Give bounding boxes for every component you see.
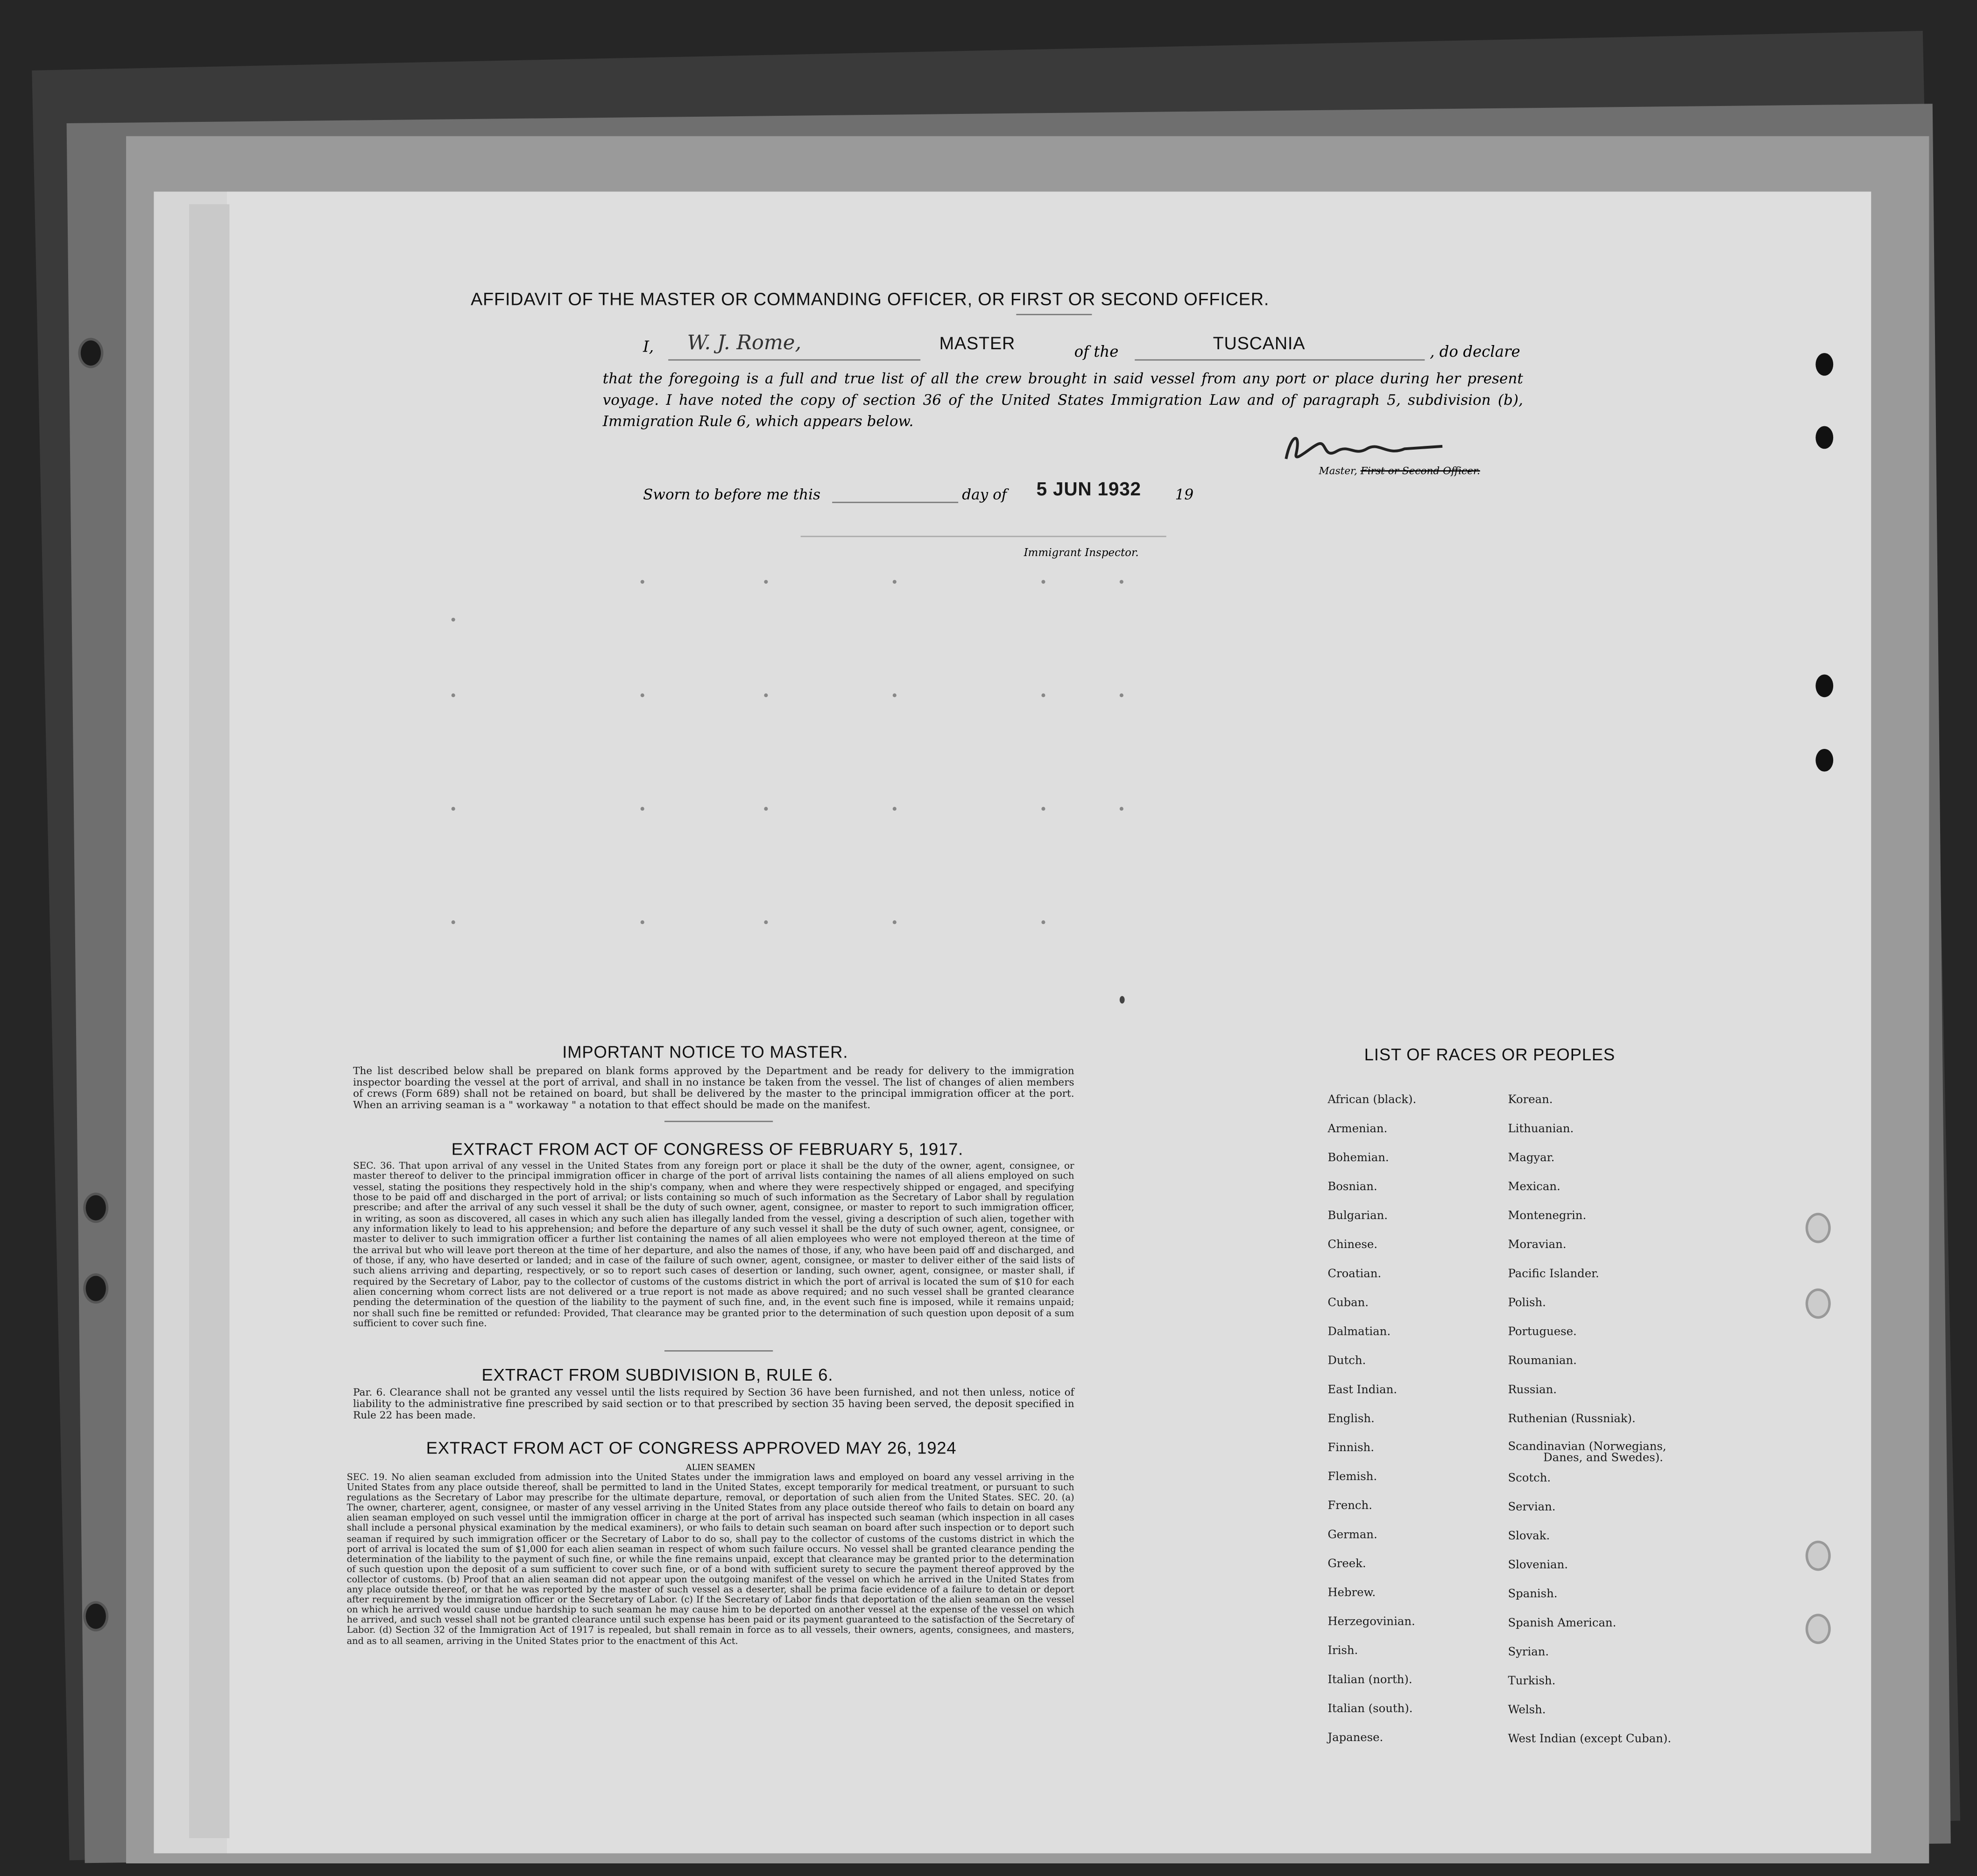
race-item: Finnish. xyxy=(1327,1442,1374,1455)
grid-dot xyxy=(893,920,897,924)
punch-hole xyxy=(83,1601,108,1631)
punch-hole xyxy=(83,1273,108,1304)
race-item: Armenian. xyxy=(1327,1123,1388,1136)
extract-1924-text: SEC. 19. No alien seaman excluded from admission into the United States under the immigration laws and employed on board any vessel arriving in the United States from any place outside thereof, shall be permitted to land in the United States, except temporarily for medical treatment, or pursuant to such regulations as the Secretary of Labor may prescribe for the ultimate departure, removal, or deportation of such alien from the United States. SEC. 20. (a) The owner, charterer, agent, consignee, or master of any vessel arriving in the United States from any place outside thereof who fails to detain on board any alien seaman employed on such vessel until the immigration officer in charge at the port of arrival has inspected such seaman (which inspection in all cases shall include a personal physical examination by the medical examiners), or who fails to detain such seaman on board after such inspection or to deport such seaman if required by such immigration officer or the Secretary of Labor to do so, shall pay to the collector of customs of the customs district in which the port of arrival is located the sum of $1,000 for each alien seaman in respect of whom such failure occurs. No vessel shall be granted clearance pending the determination of the liability to the payment of such fine, or while the fine remains unpaid, except that clearance may be granted prior to the determination of such question upon the deposit of a sum sufficient to cover such fine, or of a bond with sufficient surety to secure the payment thereof approved by the collector of customs. (b) Proof that an alien seaman did not appear upon the outgoing manifest of the vessel on which he arrived in the United States from any place outside thereof, or that he was reported by the master of such vessel as a deserter, shall be prima facie evidence of a failure to detain or deport after requirement by the immigration officer or the Secretary of Labor. (c) If the Secretary of Labor finds that deportation of the alien seaman on the vessel on which he arrived would cause undue hardship to such seaman he may cause him to be deported on another vessel at the expense of the vessel on which he arrived, and such vessel shall not be granted clearance until such expense has been paid or its payment guaranteed to the satisfaction of the Secretary of Labor. (d) Section 32 of the Immigration Act of 1917 is repealed, but shall remain in force as to all vessels, their owners, agents, consignees, and masters, and as to all seamen, arriving in the United States prior to the enactment of this Act. xyxy=(346,1471,1074,1646)
notice-title: IMPORTANT NOTICE TO MASTER. xyxy=(562,1043,848,1062)
date-stamp: 5 JUN 1932 xyxy=(1036,479,1141,501)
day-of-label: day of xyxy=(962,485,1007,503)
race-item: French. xyxy=(1327,1500,1372,1513)
grid-dot xyxy=(1120,996,1125,1003)
punch-hole xyxy=(1815,353,1833,376)
race-item: East Indian. xyxy=(1327,1384,1398,1397)
grid-dot xyxy=(1041,920,1045,924)
race-item: Moravian. xyxy=(1508,1239,1567,1252)
rank: MASTER xyxy=(939,332,1016,353)
grid-dot xyxy=(764,580,768,584)
blank-line xyxy=(668,360,920,361)
race-item: Slovenian. xyxy=(1508,1559,1568,1573)
race-item-line: Danes, and Swedes). xyxy=(1543,1452,1663,1465)
race-item: Korean. xyxy=(1508,1094,1553,1107)
race-item: Spanish. xyxy=(1508,1588,1558,1601)
race-item: Bosnian. xyxy=(1327,1181,1377,1194)
race-item: Irish. xyxy=(1327,1645,1358,1658)
grid-dot xyxy=(452,920,455,924)
race-item: Bohemian. xyxy=(1327,1152,1389,1165)
race-item: Ruthenian (Russniak). xyxy=(1508,1413,1636,1426)
races-title: LIST OF RACES OR PEOPLES xyxy=(1364,1045,1616,1065)
race-item: Portuguese. xyxy=(1508,1326,1577,1339)
race-item: Pacific Islander. xyxy=(1508,1268,1599,1281)
race-item: Roumanian. xyxy=(1508,1355,1577,1368)
extract-1924-title: EXTRACT FROM ACT OF CONGRESS APPROVED MAY 26, 1924 xyxy=(426,1438,957,1458)
grid-dot xyxy=(1120,580,1123,584)
extract-rule6-text: Par. 6. Clearance shall not be granted any vessel until the lists required by Section 36 have been furnished, and not then unless, notice of liability to the administrative fine prescribed by said section or to that prescribed by section 35 having been served, the deposit specified in Rule 22 has been made. xyxy=(353,1387,1074,1421)
punch-hole xyxy=(1815,749,1833,772)
struck-officer-label: First or Second Officer. xyxy=(1360,465,1480,477)
race-item: Greek. xyxy=(1327,1558,1366,1571)
race-item: Flemish. xyxy=(1327,1471,1377,1484)
extract-1917-text: SEC. 36. That upon arrival of any vessel in the United States from any foreign port or place it shall be the duty of the owner, agent, consignee, or master thereof to deliver to the principal immigration officer in charge of the port of arrival lists containing the names of all aliens employed on such vessel, stating the positions they respectively hold in the ship's company, when and where they were respectively shipped or engaged, and specifying those to be paid off and discharged in the port of arrival; or lists containing so much of such information as the Secretary of Labor shall by regulation prescribe; and after the arrival of any such vessel it shall be the duty of such owner, agent, consignee, or master to report to such immigration officer, in writing, as soon as discovered, all cases in which any such alien has illegally landed from the vessel, giving a description of such alien, together with any information likely to lead to his apprehension; and before the departure of any such vessel it shall be the duty of such owner, agent, consignee, or master to deliver to such immigration officer a further list containing the names of all alien employees who were not employed thereon at the time of the arrival but who will leave port thereon at the time of her departure, and also the names of those, if any, who have been paid off and discharged, and of those, if any, who have deserted or landed; and in case of the failure of such owner, agent, consignee, or master to deliver either of the said lists of such aliens arriving and departing, respectively, or so to report such cases of desertion or landing, such owner, agent, consignee, or master shall, if required by the Secretary of Labor, pay to the collector of customs of the customs district in which the port of arrival is located the sum of $10 for each alien concerning whom correct lists are not delivered or a true report is not made as above required; and no such vessel shall be granted clearance pending the determination of the question of the liability to the payment of such fine, and, in the event such fine is imposed, while it remains unpaid; nor shall such fine be remitted or refunded: Provided, That clearance may be granted prior to the determination of such question upon deposit of a sum sufficient to cover such fine. xyxy=(353,1160,1074,1329)
master-signature xyxy=(1273,426,1450,469)
page-edge xyxy=(189,204,229,1838)
race-item: African (black). xyxy=(1327,1094,1417,1107)
extract-1924-subtitle: ALIEN SEAMEN xyxy=(685,1462,755,1473)
race-item: English. xyxy=(1327,1413,1375,1426)
race-item: Spanish American. xyxy=(1508,1617,1617,1630)
race-item: Polish. xyxy=(1508,1297,1546,1310)
do-declare-label: , do declare xyxy=(1430,343,1520,361)
vessel-name: TUSCANIA xyxy=(1213,332,1306,353)
grid-dot xyxy=(641,580,644,584)
race-item: Cuban. xyxy=(1327,1297,1369,1310)
year-prefix: 19 xyxy=(1175,485,1194,503)
race-item: Italian (south). xyxy=(1327,1703,1413,1716)
punch-hole xyxy=(78,338,103,368)
race-item: Lithuanian. xyxy=(1508,1123,1574,1136)
grid-dot xyxy=(764,807,768,811)
punch-hole xyxy=(83,1192,108,1223)
grid-dot xyxy=(893,580,897,584)
race-item: Bulgarian. xyxy=(1327,1210,1388,1223)
of-the-label: of the xyxy=(1074,343,1119,361)
extract-rule6-title: EXTRACT FROM SUBDIVISION B, RULE 6. xyxy=(481,1365,833,1384)
race-item: Syrian. xyxy=(1508,1646,1549,1659)
punch-hole xyxy=(1806,1614,1831,1644)
race-item: Dalmatian. xyxy=(1327,1326,1391,1339)
affidavit-text: that the foregoing is a full and true list of all the crew brought in said vessel from any port or place during her present voyage. I have noted the copy of section 36 of the United States Immigration Law and of paragraph 5, subdivision (b), Immigration Rule 6, which appears below. xyxy=(602,369,1523,430)
affidavit-i: I, xyxy=(643,338,654,356)
race-item: Hebrew. xyxy=(1327,1587,1376,1600)
race-item-line: Scandinavian (Norwegians, xyxy=(1508,1441,1666,1454)
race-item: Russian. xyxy=(1508,1384,1557,1397)
notice-text: The list described below shall be prepared on blank forms approved by the Department and be ready for delivery to the immigration inspector boarding the vessel at the port of arrival, and shall in no instance be taken from the vessel. The list of changes of alien members of crews (Form 689) shall not be retained on board, but shall be delivered by the master to the principal immigration officer at the port. When an arriving seaman is a " workaway " a notation to that effect should be made on the manifest. xyxy=(353,1065,1074,1111)
blank-line xyxy=(1135,360,1425,361)
race-item: Croatian. xyxy=(1327,1268,1382,1281)
race-item: Magyar. xyxy=(1508,1152,1555,1165)
blank-line xyxy=(832,502,958,503)
master-label: Master, xyxy=(1319,465,1357,477)
punch-hole xyxy=(1806,1289,1831,1319)
punch-hole xyxy=(1806,1541,1831,1571)
race-item: Italian (north). xyxy=(1327,1674,1412,1687)
grid-dot xyxy=(452,618,455,621)
divider xyxy=(1016,314,1092,315)
race-item: Montenegrin. xyxy=(1508,1210,1587,1223)
race-item: Scotch. xyxy=(1508,1472,1551,1485)
grid-dot xyxy=(893,807,897,811)
grid-dot xyxy=(452,807,455,811)
grid-dot xyxy=(1041,807,1045,811)
punch-hole xyxy=(1815,426,1833,449)
races-column-right xyxy=(1508,1094,1735,1763)
divider xyxy=(664,1350,773,1352)
race-item: German. xyxy=(1327,1529,1377,1542)
signature-caption xyxy=(1319,465,1480,476)
race-item: Servian. xyxy=(1508,1501,1556,1515)
sworn-label: Sworn to before me this xyxy=(643,485,821,503)
race-item: West Indian (except Cuban). xyxy=(1508,1733,1672,1746)
race-item: Turkish. xyxy=(1508,1675,1556,1688)
divider xyxy=(664,1121,773,1122)
race-item: Chinese. xyxy=(1327,1239,1378,1252)
race-item: Herzegovinian. xyxy=(1327,1616,1415,1629)
grid-dot xyxy=(1041,693,1045,697)
races-column-left xyxy=(1327,1094,1491,1761)
race-item: Mexican. xyxy=(1508,1181,1560,1194)
grid-dot xyxy=(1120,807,1123,811)
master-signature-name: W. J. Rome, xyxy=(687,330,802,354)
punch-hole xyxy=(1815,675,1833,698)
extract-1917-title: EXTRACT FROM ACT OF CONGRESS OF FEBRUARY 5, 1917. xyxy=(451,1140,964,1159)
race-item xyxy=(1508,1442,1735,1473)
race-item: Dutch. xyxy=(1327,1355,1366,1368)
race-item: Welsh. xyxy=(1508,1704,1546,1717)
blank-line xyxy=(801,536,1166,537)
grid-dot xyxy=(1041,580,1045,584)
grid-dot xyxy=(1120,693,1123,697)
race-item: Japanese. xyxy=(1327,1732,1384,1745)
punch-hole xyxy=(1806,1213,1831,1243)
grid-dot xyxy=(641,693,644,697)
race-item: Slovak. xyxy=(1508,1530,1550,1544)
grid-dot xyxy=(764,693,768,697)
affidavit-title: AFFIDAVIT OF THE MASTER OR COMMANDING OFFICER, OR FIRST OR SECOND OFFICER. xyxy=(471,289,1270,309)
grid-dot xyxy=(452,693,455,697)
grid-dot xyxy=(764,920,768,924)
grid-dot xyxy=(893,693,897,697)
inspector-label: Immigrant Inspector. xyxy=(1024,547,1139,560)
grid-dot xyxy=(641,807,644,811)
grid-dot xyxy=(641,920,644,924)
